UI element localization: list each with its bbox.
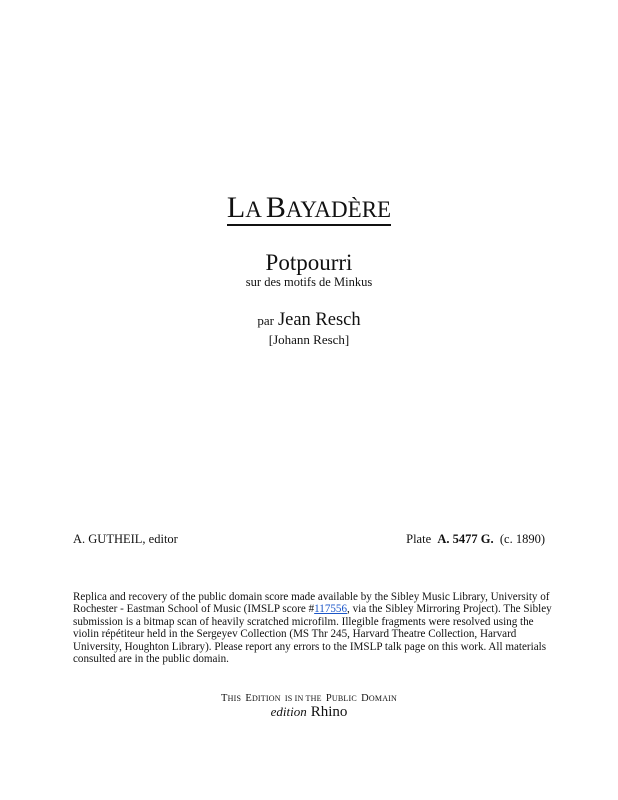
composer-line	[0, 311, 618, 330]
imslp-score-link[interactable]: 117556	[314, 603, 348, 616]
pd-cap: P	[325, 693, 332, 704]
composer-alt-name: [Johann Resch]	[268, 332, 350, 347]
edition-line	[0, 704, 618, 720]
plate-number: A. 5477 G.	[437, 532, 494, 546]
editor-credit: A. GUTHEIL, editor	[73, 532, 178, 546]
plate-label: Plate	[406, 532, 432, 546]
composer-prefix: par	[257, 313, 274, 328]
pd-small: OMAIN	[368, 694, 398, 703]
subtitle: Potpourri	[265, 250, 353, 275]
notes-part2: , via the Sibley Mirroring Project). The Sibley submission is a bitmap scan of heavily scratched microfilm. Illegible fragments were resolved using the violin répétiteur held in the Sergeyev Collection (MS Thr 245, Harvard Theatre Collection, Harvard University, Houghton Library). Please report any errors to the IMSLP talk page on this work. All materials consulted are in the public domain.	[73, 603, 552, 666]
source-notes	[73, 591, 553, 665]
subsubtitle: sur des motifs de Minkus	[245, 275, 373, 289]
title-small-a: A	[245, 197, 262, 222]
plate-date: (c. 1890)	[499, 532, 545, 546]
pd-small: HIS	[227, 694, 242, 703]
pd-small: IS IN THE	[284, 694, 322, 703]
pd-small: DITION	[251, 694, 281, 703]
composer-name: Jean Resch	[277, 310, 361, 330]
pd-cap: T	[220, 693, 228, 704]
edition-prefix: edition	[270, 704, 307, 719]
title-cap-b: B	[265, 191, 286, 224]
work-title-text	[227, 193, 391, 226]
pd-small: UBLIC	[331, 694, 357, 703]
pd-cap: D	[361, 693, 369, 704]
title-cap-l: L	[226, 191, 246, 224]
plate-info	[406, 533, 545, 546]
notes-part1: Replica and recovery of the public domain score made available by the Sibley Music Library, University of Rochester - Eastman School of Music (IMSLP score #	[73, 591, 550, 616]
title-small-ayadere: AYADÈRE	[285, 197, 392, 222]
edition-name: Rhino	[310, 704, 348, 720]
pd-cap: E	[245, 693, 252, 704]
work-title	[0, 193, 618, 226]
